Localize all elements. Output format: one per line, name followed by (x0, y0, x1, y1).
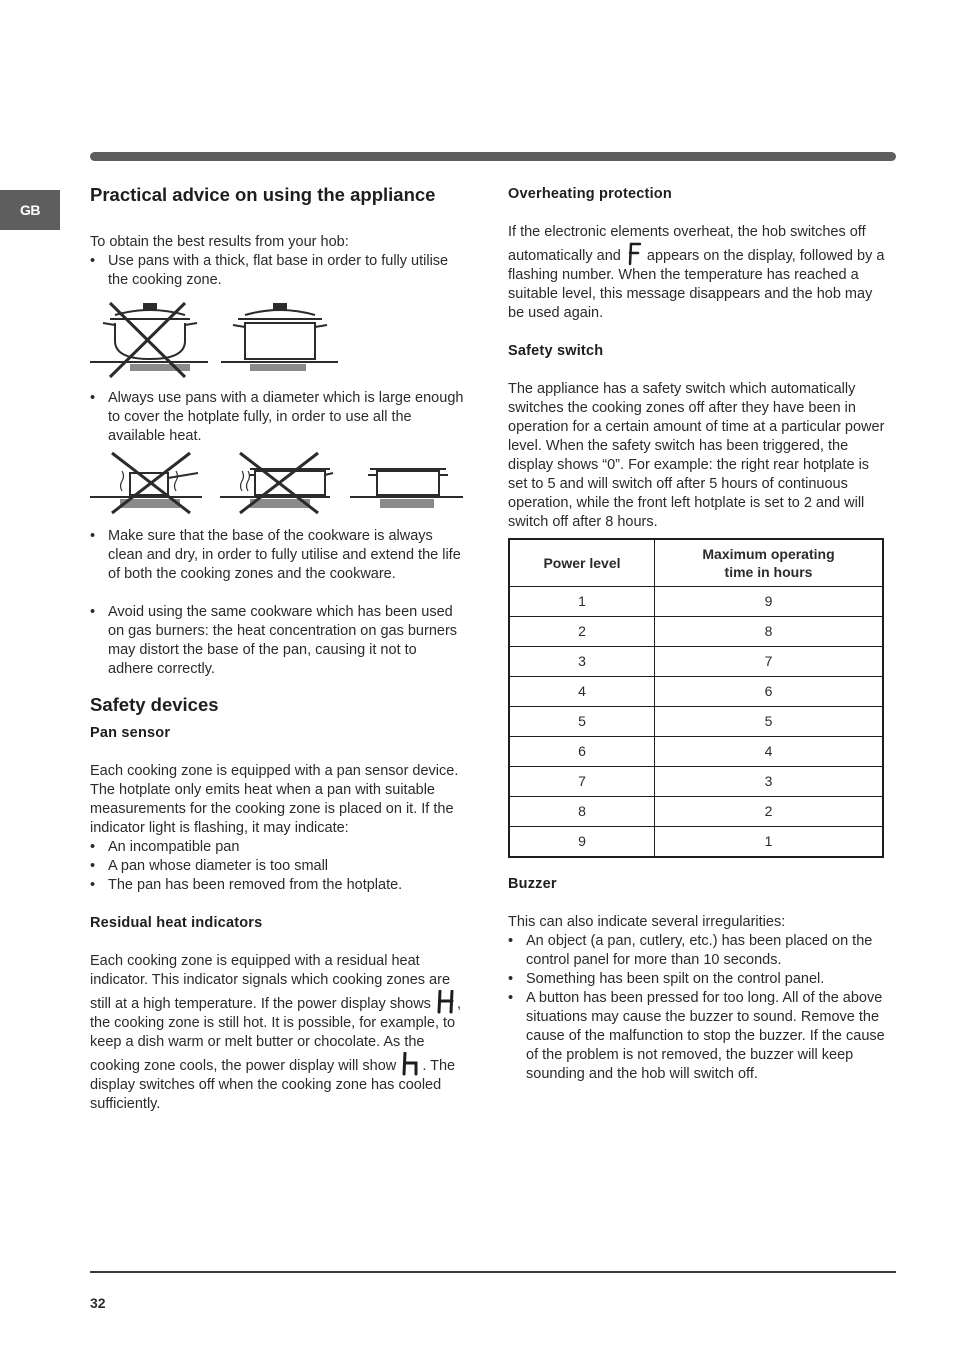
correct-pot-icon (350, 469, 463, 508)
overheating-text-part: appears on the display, followed by a flashing number. When the temperature has reached a suitable level, this message disappears and the hob may be used again. (508, 248, 885, 321)
subheading-safety-switch: Safety switch (508, 343, 604, 359)
left-column (90, 183, 465, 1114)
safety-switch-text: The appliance has a safety switch which automatically switches the cooking zones off after they have been in operation for a certain amount of time at a particular power level. When the safety switch has been triggered, the display shows “0”. For example: the right rear hotplate is set to 5 and will switch off after 5 hours of continuous operation, while the front left hotplate is set to 2 and will switch off after 8 hours. (508, 381, 885, 530)
subheading-overheating: Overheating protection (508, 186, 672, 202)
table-header-row (509, 539, 883, 587)
buzzer-item: • An object (a pan, cutlery, etc.) has been placed on the control panel for more than 10 seconds. (508, 932, 886, 970)
footer-rule (90, 1271, 896, 1273)
display-H-icon (437, 990, 455, 1014)
intro-text: To obtain the best results from your hob: (90, 234, 349, 250)
table-row: 3 7 (509, 647, 883, 677)
advice-list-2 (90, 389, 465, 446)
header-rule (90, 152, 896, 161)
table-row: 5 5 (509, 707, 883, 737)
residual-heat-text (90, 952, 465, 1114)
subheading-pan-sensor: Pan sensor (90, 725, 171, 741)
table-row: 7 3 (509, 767, 883, 797)
display-h-icon (402, 1052, 420, 1076)
table-header-power-level: Power level (509, 539, 655, 587)
overheating-text (508, 223, 886, 323)
pan-sensor-item: • A pan whose diameter is too small (90, 857, 465, 876)
buzzer-item: • Something has been spilt on the control panel. (508, 970, 886, 989)
subheading-buzzer: Buzzer (508, 876, 557, 892)
residual-text-part: . The display switches off when the cooking zone has cooled sufficiently. (90, 1058, 456, 1112)
advice-bullet-gas: • Avoid using the same cookware which has been used on gas burners: the heat concentration on gas burners may distort the base of the pan, causing it not to adhere correctly. (90, 603, 465, 679)
residual-text-part: Each cooking zone is equipped with a residual heat indicator. This indicator signals which cooking zones are still at a high temperature. If the power display shows (90, 953, 451, 1012)
buzzer-intro: This can also indicate several irregularities: (508, 914, 786, 930)
page-number: 32 (90, 1295, 106, 1311)
pan-sensor-list (90, 838, 465, 895)
advice-list-1 (90, 252, 465, 290)
buzzer-item: • A button has been pressed for too long. All of the above situations may cause the buzzer to sound. Remove the cause of the malfunction to stop the buzzer. If the cause of the problem is not removed, the buzzer will keep sounding and the hob will switch off. (508, 989, 886, 1084)
pan-diameter-illustration (90, 451, 465, 517)
small-pan-icon (90, 453, 202, 513)
table-header-max-time: Maximum operating time in hours (655, 539, 884, 587)
power-level-table (508, 538, 884, 858)
section-heading-safety-devices: Safety devices (90, 694, 219, 715)
advice-bullet-flat-base: • Use pans with a thick, flat base in order to fully utilise the cooking zone. (90, 252, 465, 290)
language-tab: GB (0, 190, 60, 230)
advice-bullet-clean: • Make sure that the base of the cookware is always clean and dry, in order to fully utilise and extend the life of both the cooking zones and the cookware. (90, 527, 465, 584)
section-heading-practical-advice: Practical advice on using the appliance (90, 184, 436, 205)
advice-list-3 (90, 527, 465, 679)
table-row: 9 1 (509, 827, 883, 858)
buzzer-list (508, 932, 886, 1084)
display-F-icon (627, 242, 641, 266)
pan-base-illustration (90, 301, 350, 379)
small-pot-icon (220, 453, 333, 513)
pan-sensor-item: • An incompatible pan (90, 838, 465, 857)
pan-sensor-text: Each cooking zone is equipped with a pan sensor device. The hotplate only emits heat when a pan with suitable measurements for the cooking zone is placed on it. If the indicator light is flashing, it may indicate: (90, 763, 459, 836)
advice-bullet-diameter: • Always use pans with a diameter which is large enough to cover the hotplate fully, in order to use all the available heat. (90, 389, 465, 446)
flat-pan-icon (221, 304, 338, 371)
table-row: 1 9 (509, 587, 883, 617)
right-column (508, 183, 886, 1084)
table-row: 6 4 (509, 737, 883, 767)
overheating-text-part: If the electronic elements overheat, the hob switches off automatically and (508, 224, 866, 264)
pan-sensor-item: • The pan has been removed from the hotplate. (90, 876, 465, 895)
table-row: 8 2 (509, 797, 883, 827)
table-row: 2 8 (509, 617, 883, 647)
residual-text-part: , the cooking zone is still hot. It is possible, for example, to keep a dish warm or melt butter or chocolate. As the cooking zone cools, the power display will show (90, 996, 461, 1074)
table-row: 4 6 (509, 677, 883, 707)
subheading-residual-heat: Residual heat indicators (90, 915, 263, 931)
